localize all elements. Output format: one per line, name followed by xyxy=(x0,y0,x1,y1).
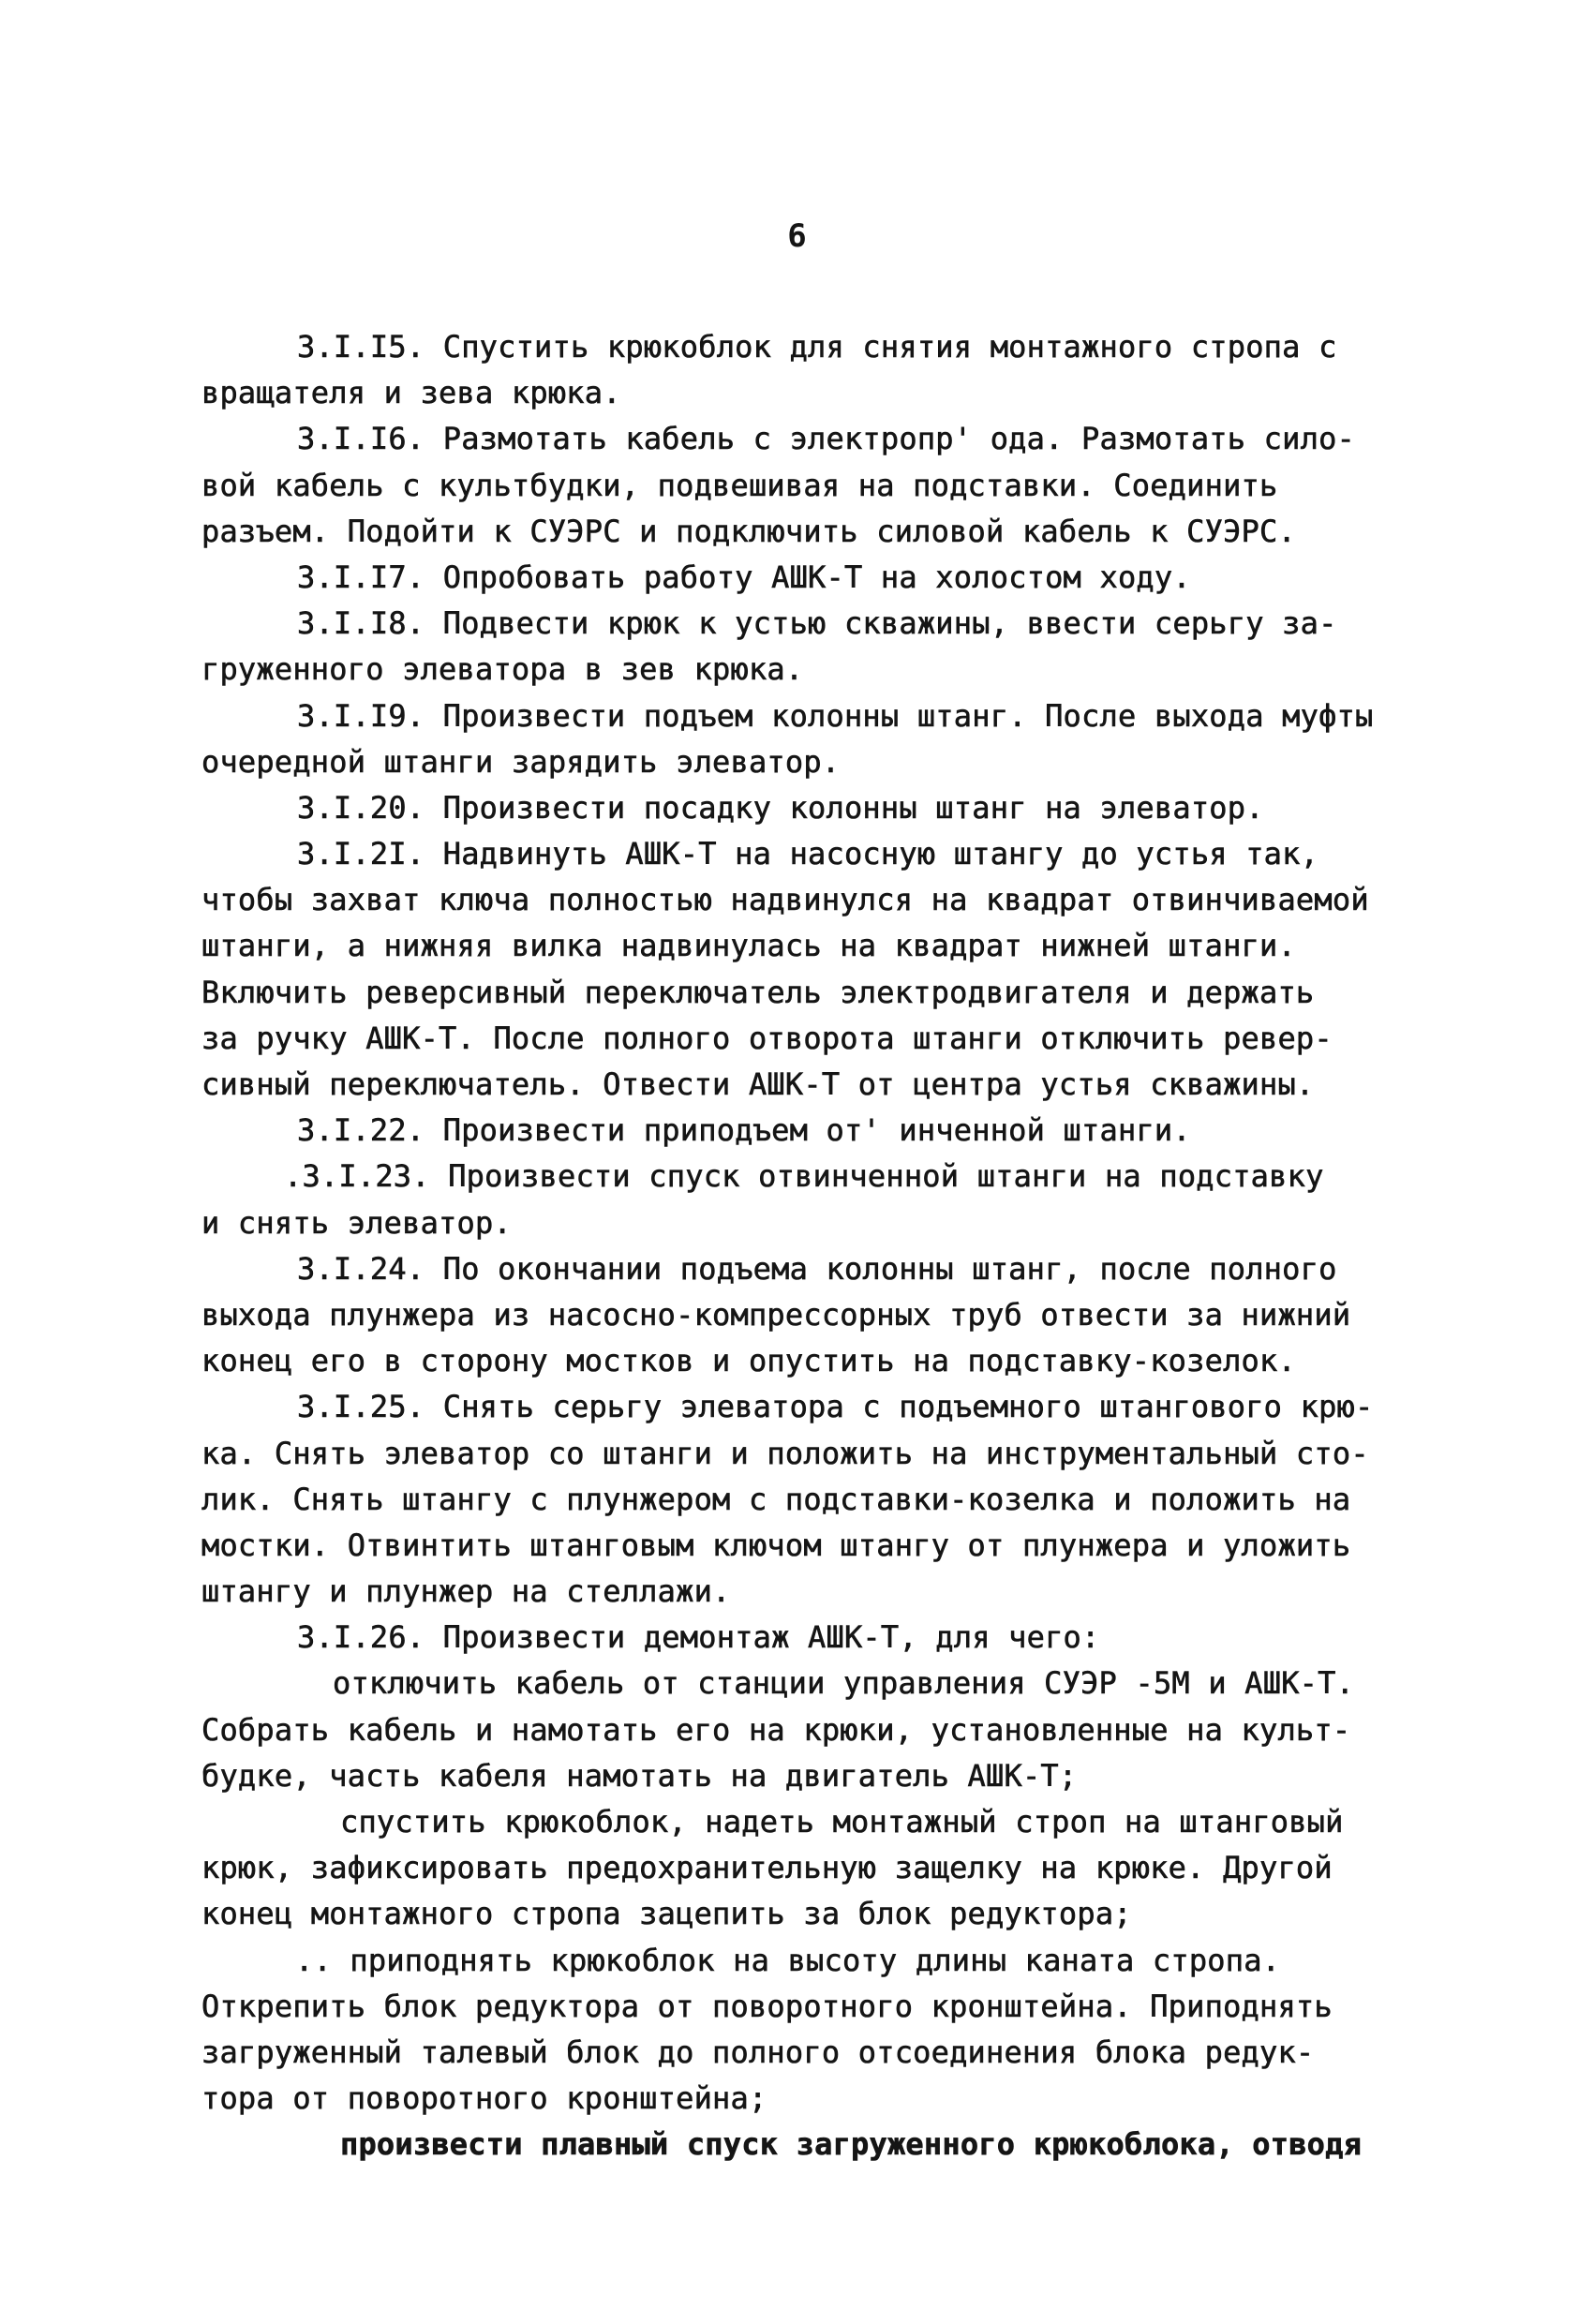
text-line: очередной штанги зарядить элеватор. xyxy=(201,743,841,780)
text-line: мостки. Отвинтить штанговым ключом штангу от плунжера и уложить xyxy=(201,1527,1351,1563)
list-item-line: спустить крюкоблок, надеть монтажный строп на штанговый xyxy=(340,1804,1344,1840)
text-line: груженного элеватора в зев крюка. xyxy=(201,651,804,688)
text-line: крюк, зафиксировать предохранительную защелку на крюке. Другой xyxy=(201,1850,1333,1886)
text-line: штангу и плунжер на стеллажи. xyxy=(201,1573,731,1610)
text-line: вой кабель с культбудки, подвешивая на подставки. Соединить xyxy=(201,467,1278,503)
document-body xyxy=(201,324,1410,2168)
line-3-1-16: 3.I.I6. Размотать кабель с электропр' ода. Размотать сило- xyxy=(297,421,1356,457)
text-line: чтобы захват ключа полностью надвинулся на квадрат отвинчиваемой xyxy=(201,882,1369,918)
text-line: ка. Снять элеватор со штанги и положить на инструментальный сто- xyxy=(201,1435,1369,1471)
text-line: Открепить блок редуктора от поворотного кронштейна. Приподнять xyxy=(201,1988,1333,2024)
text-line: штанги, а нижняя вилка надвинулась на квадрат нижней штанги. xyxy=(201,928,1296,964)
text-line: тора от поворотного кронштейна; xyxy=(201,2080,767,2117)
text-line: и снять элеватор. xyxy=(201,1204,512,1241)
text-line: за ручку АШК-Т. После полного отворота штанги отключить ревер- xyxy=(201,1020,1333,1056)
text-line: конец его в сторону мостков и опустить на подставку-козелок. xyxy=(201,1343,1296,1379)
text-line: Включить реверсивный переключатель электродвигателя и держать xyxy=(201,974,1315,1010)
line-3-1-20: 3.I.20. Произвести посадку колонны штанг на элеватор. xyxy=(297,789,1264,826)
page-number: 6 xyxy=(787,217,807,255)
text-line: вращателя и зева крюка. xyxy=(201,375,621,411)
line-3-1-24: 3.I.24. По окончании подъема колонны штанг, после полного xyxy=(297,1250,1337,1287)
text-line: разъем. Подойти к СУЭРС и подключить силовой кабель к СУЭРС. xyxy=(201,513,1296,549)
text-line: сивный переключатель. Отвести АШК-Т от центра устья скважины. xyxy=(201,1066,1315,1102)
text-line: конец монтажного стропа зацепить за блок редуктора; xyxy=(201,1896,1132,1932)
line-3-1-19: 3.I.I9. Произвести подъем колонны штанг. После выхода муфты xyxy=(297,697,1374,734)
line-3-1-22: 3.I.22. Произвести приподъем от' инченной штанги. xyxy=(297,1112,1191,1149)
text-line: Собрать кабель и намотать его на крюки, установленные на культ- xyxy=(201,1711,1351,1748)
list-item-line: произвести плавный спуск загруженного крюкоблока, отводя xyxy=(340,2126,1363,2163)
line-3-1-26: 3.I.26. Произвести демонтаж АШК-Т, для чего: xyxy=(297,1619,1100,1656)
list-item-line: отключить кабель от станции управления СУЭР -5М и АШК-Т. xyxy=(333,1665,1355,1702)
text-line: загруженный талевый блок до полного отсоединения блока редук- xyxy=(201,2034,1315,2070)
list-item-line: .. приподнять крюкоблок на высоту длины каната стропа. xyxy=(295,1942,1281,1978)
line-3-1-25: 3.I.25. Снять серьгу элеватора с подъемного штангового крю- xyxy=(297,1389,1374,1425)
line-3-1-17: 3.I.I7. Опробовать работу АШК-Т на холостом ходу. xyxy=(297,559,1191,595)
line-3-1-18: 3.I.I8. Подвести крюк к устью скважины, ввести серьгу за- xyxy=(297,605,1337,642)
text-line: выхода плунжера из насосно-компрессорных труб отвести за нижний xyxy=(201,1296,1351,1333)
text-line: лик. Снять штангу с плунжером с подставки-козелка и положить на xyxy=(201,1481,1351,1517)
text-line: будке, часть кабеля намотать на двигатель АШК-Т; xyxy=(201,1757,1078,1794)
line-3-1-21: 3.I.2I. Надвинуть АШК-Т на насосную штангу до устья так, xyxy=(297,836,1319,872)
line-3-1-15: 3.I.I5. Спустить крюкоблок для снятия монтажного стропа с xyxy=(297,329,1337,365)
line-3-1-23: .3.I.23. Произвести спуск отвинченной штанги на подставку xyxy=(284,1158,1324,1195)
